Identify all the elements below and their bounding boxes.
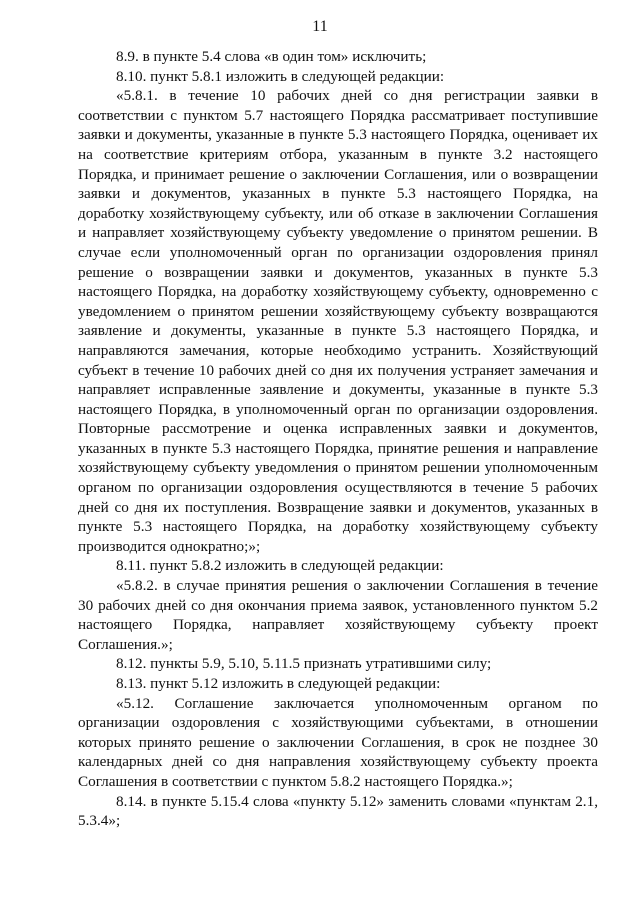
paragraph-8-11: 8.11. пункт 5.8.2 изложить в следующей редакции: bbox=[116, 557, 444, 575]
paragraph-5-8-2: «5.8.2. в случае принятия решения о заключении Соглашения в течение 30 рабочих дней со дня окончания приема заявок, установленного пунктом 5.2 настоящего Порядка, направляет хозяйствующему субъекту проект Соглашения.»; bbox=[78, 577, 598, 653]
paragraph-8-12: 8.12. пункты 5.9, 5.10, 5.11.5 признать утратившими силу; bbox=[116, 655, 492, 673]
paragraph-8-9: 8.9. в пункте 5.4 слова «в один том» исключить; bbox=[116, 48, 427, 65]
paragraph-8-14: 8.14. в пункте 5.15.4 слова «пункту 5.12» заменить словами «пунктам 2.1, 5.3.4»; bbox=[78, 792, 598, 830]
paragraph-5-12: «5.12. Соглашение заключается уполномоченным органом по организации оздоровления с хозяйствующими субъектами, в отношении которых принято решение о заключении Соглашения, в срок не позднее 30 календарных дней со дня направления хозяйствующему субъекту проекта Соглашения в соответствии с пунктом 5.8.2 настоящего Порядка.»; bbox=[78, 694, 598, 790]
paragraph-8-10: 8.10. пункт 5.8.1 изложить в следующей редакции: bbox=[116, 67, 445, 85]
page-number: 11 bbox=[312, 18, 328, 35]
paragraph-8-13: 8.13. пункт 5.12 изложить в следующей редакции: bbox=[116, 675, 441, 692]
document-body bbox=[78, 47, 598, 831]
paragraph-5-8-1: «5.8.1. в течение 10 рабочих дней со дня регистрации заявки в соответствии с пунктом 5.7 настоящего Порядка рассматривает поступившие заявки и документы, указанные в пункте 5.3 настоящего Порядка, оценивает их на соответствие критериям отбора, указанным в пункте 3.2 настоящего Порядка, и принимает решение о заключении Соглашения, или о возвращении заявки и документов, указанных в пункте 5.3 настоящего Порядка, на доработку хозяйствующему субъекту, или об отказе в заключении Соглашения и направляет хозяйствующему субъекту уведомление о принятом решении. В случае если уполномоченный орган по организации оздоровления принял решение о возвращении заявки и документов, указанных в пункте 5.3 настоящего Порядка, на доработку хозяйствующему субъекту, одновременно с уведомлением о принятом решении хозяйствующему субъекту возвращаются заявление и документы, указанные в пункте 5.3 настоящего Порядка, и направляются замечания, которые необходимо устранить. Хозяйствующий субъект в течение 10 рабочих дней со дня их получения устраняет замечания и направляет исправленные заявление и документы, указанные в пункте 5.3 настоящего Порядка, в уполномоченный орган по организации оздоровления. Повторные рассмотрение и оценка исправленных заявки и документов, указанных в пункте 5.3 настоящего Порядка, принятие решения и направление хозяйствующему субъекту уведомления о принятом решении уполномоченным органом по организации оздоровления осуществляются в течение 5 рабочих дней со дня их поступления. Возвращение заявки и документов, указанных в пункте 5.3 настоящего Порядка, на доработку хозяйствующему субъекту производится однократно;»; bbox=[78, 87, 598, 555]
